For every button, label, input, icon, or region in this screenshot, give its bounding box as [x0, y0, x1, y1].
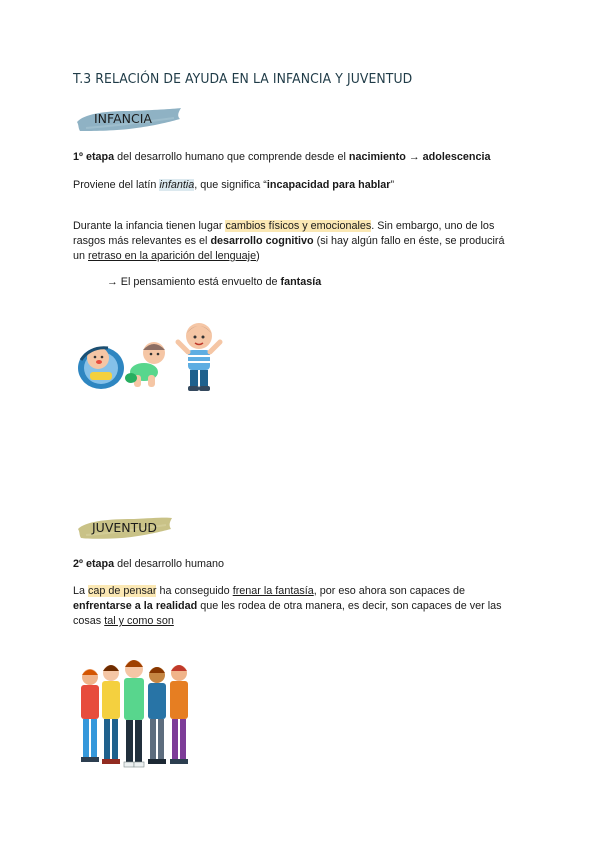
- juventud-p2-underlined: tal y como son: [104, 615, 174, 627]
- crawling-baby-figure: [125, 342, 165, 387]
- juventud-p2-text: La: [73, 585, 89, 597]
- juventud-paragraph-2-line-1: [73, 584, 465, 600]
- juventud-p2-text: ha conseguido: [156, 585, 233, 597]
- infancia-p3-text: ): [256, 250, 260, 262]
- infancia-paragraph-3-line-3: [73, 249, 260, 265]
- juventud-p2-underlined: frenar la fantasía: [232, 585, 314, 597]
- infancia-p2-text-3: ”: [390, 179, 395, 191]
- juventud-heading: [74, 515, 174, 541]
- infancia-p2-bold-1: incapacidad para hablar: [266, 179, 391, 191]
- infancia-paragraph-4: [107, 275, 321, 291]
- teen-figure-3: [124, 660, 144, 767]
- juventud-p2-bold: enfrentarse a la realidad: [73, 600, 198, 612]
- juventud-p1-bold: 2º etapa: [73, 558, 115, 570]
- infancia-p1-text-1: del desarrollo humano que comprende desde el: [114, 151, 349, 163]
- infancia-paragraph-3-line-2: [73, 234, 504, 250]
- children-illustration: [76, 320, 226, 395]
- juventud-heading-label: JUVENTUD: [92, 520, 158, 535]
- juventud-paragraph-1: [73, 557, 224, 573]
- infancia-paragraph-3-line-1: [73, 219, 494, 235]
- teenagers-illustration: [76, 655, 196, 770]
- infancia-p4-text: → El pensamiento está envuelto de: [107, 276, 281, 288]
- infancia-p3-bold: desarrollo cognitivo: [210, 235, 314, 247]
- teen-figure-1: [81, 669, 99, 762]
- infancia-p2-text-1: Proviene del latín: [73, 179, 160, 191]
- juventud-p2-text: que les rodea de otra manera, es decir, son capaces de ver las: [197, 600, 502, 612]
- page-title: T.3 RELACIÓN DE AYUDA EN LA INFANCIA Y JUVENTUD: [73, 71, 413, 87]
- infancia-p2-text-2: , que significa “: [194, 179, 267, 191]
- infancia-heading: [74, 106, 184, 134]
- infancia-p3-underlined: retraso en la aparición del lenguaje: [88, 250, 257, 262]
- boy-figure: [178, 323, 220, 391]
- juventud-p2-highlight: cap de pensar: [88, 585, 157, 597]
- juventud-paragraph-2-line-2: [73, 599, 502, 615]
- infancia-p3-text: rasgos más relevantes es el: [73, 235, 211, 247]
- baby-wrapped-figure: [78, 347, 124, 389]
- juventud-p2-text: cosas: [73, 615, 105, 627]
- infancia-p3-text: (si hay algún fallo en éste, se producirá: [313, 235, 505, 247]
- infancia-p3-highlight: cambios físicos y emocionales: [225, 220, 372, 232]
- infancia-p3-text: un: [73, 250, 89, 262]
- arrow-icon: →: [405, 151, 423, 163]
- juventud-p2-text: , por eso ahora son capaces de: [313, 585, 465, 597]
- infancia-heading-label: INFANCIA: [94, 111, 152, 126]
- juventud-paragraph-2-line-3: [73, 614, 174, 630]
- infancia-paragraph-2: [73, 178, 394, 194]
- teen-figure-2: [102, 665, 120, 764]
- infancia-p1-bold-2: nacimiento: [348, 151, 406, 163]
- teen-figure-5: [170, 665, 188, 764]
- infancia-paragraph-1: [73, 150, 490, 166]
- infancia-p2-latin-word: infantia: [159, 179, 195, 191]
- infancia-p1-bold-3: adolescencia: [422, 151, 491, 163]
- juventud-p1-text: del desarrollo humano: [114, 558, 224, 570]
- infancia-p3-text: . Sin embargo, uno de los: [371, 220, 495, 232]
- teen-figure-4: [148, 667, 166, 764]
- infancia-p3-text: Durante la infancia tienen lugar: [73, 220, 226, 232]
- infancia-p4-bold: fantasía: [280, 276, 322, 288]
- infancia-p1-bold-1: 1º etapa: [73, 151, 115, 163]
